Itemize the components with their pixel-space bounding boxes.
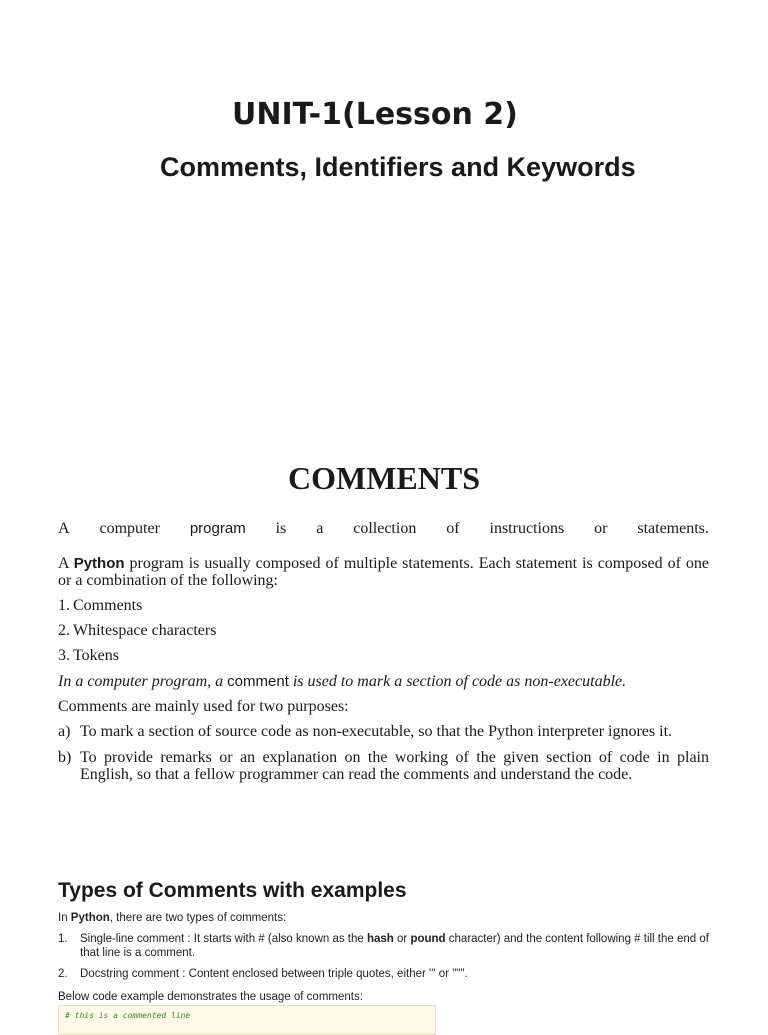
lesson-subtitle: Comments, Identifiers and Keywords bbox=[160, 152, 636, 182]
intro-word: computer bbox=[99, 520, 160, 537]
code-intro: Below code example demonstrates the usage of comments: bbox=[58, 991, 363, 1003]
intro-sentence bbox=[58, 520, 709, 537]
types-intro-python: Python bbox=[70, 912, 110, 924]
types-text: Docstring comment : Content enclosed between triple quotes, either ''' or """. bbox=[80, 968, 468, 980]
purpose-item bbox=[58, 723, 709, 740]
intro-word: A bbox=[58, 520, 70, 537]
code-block bbox=[58, 1005, 436, 1035]
definition-term: comment bbox=[227, 673, 289, 690]
types-intro-prefix: In bbox=[58, 912, 71, 924]
intro-word: program bbox=[189, 520, 246, 537]
types-intro bbox=[58, 911, 709, 925]
types-intro-rest: , there are two types of comments: bbox=[109, 912, 287, 924]
purpose-item bbox=[58, 749, 709, 783]
definition-rest: is used to mark a section of code as non-executable. bbox=[288, 673, 627, 690]
types-item bbox=[58, 932, 709, 960]
purpose-marker: b) bbox=[58, 749, 72, 766]
types-text bbox=[80, 932, 709, 960]
or-word: or bbox=[393, 933, 411, 945]
intro-word: or bbox=[594, 520, 608, 537]
intro-word: instructions bbox=[489, 520, 565, 537]
list-item bbox=[58, 647, 119, 664]
purpose-marker: a) bbox=[58, 723, 71, 740]
list-label: Whitespace characters bbox=[73, 622, 217, 639]
comment-definition bbox=[58, 673, 709, 690]
types-item bbox=[58, 967, 709, 981]
definition-prefix: In a computer program, a bbox=[58, 673, 228, 690]
purpose-text: To provide remarks or an explanation on the working of the given section of code in plain English, so that a fellow programmer can read the comments and understand the code. bbox=[80, 749, 709, 783]
pound-term: pound bbox=[410, 933, 446, 945]
intro-line bbox=[58, 520, 709, 537]
list-marker: 3. bbox=[58, 647, 70, 664]
list-label: Tokens bbox=[73, 647, 119, 664]
code-comment-line: # this is a commented line bbox=[65, 1011, 191, 1020]
para2-prefix: A bbox=[58, 555, 74, 572]
list-marker: 2. bbox=[58, 622, 70, 639]
types-heading: Types of Comments with examples bbox=[58, 879, 407, 902]
list-item bbox=[58, 622, 216, 639]
hash-term: hash bbox=[366, 933, 394, 945]
types-marker: 1. bbox=[58, 933, 68, 945]
intro-word: a bbox=[316, 520, 324, 537]
python-paragraph bbox=[58, 555, 709, 589]
single-line-before: Single-line comment : It starts with # (also known as the bbox=[80, 933, 367, 945]
comments-heading: COMMENTS bbox=[288, 460, 480, 496]
purpose-text: To mark a section of source code as non-executable, so that the Python interpreter ignores it. bbox=[80, 723, 673, 740]
list-label: Comments bbox=[73, 597, 143, 614]
intro-word: is bbox=[275, 520, 287, 537]
list-item bbox=[58, 597, 142, 614]
unit-title: UNIT-1(Lesson 2) bbox=[232, 97, 518, 132]
single-line-after: character) and the content following # till the end of that line is a comment. bbox=[80, 933, 709, 959]
para2-python: Python bbox=[73, 555, 125, 572]
para2-rest: program is usually composed of multiple statements. Each statement is composed of one or a combination of the following: bbox=[58, 555, 710, 589]
purposes-intro: Comments are mainly used for two purposes: bbox=[58, 698, 349, 715]
list-marker: 1. bbox=[58, 597, 70, 614]
intro-word: collection bbox=[353, 520, 417, 537]
intro-word: of bbox=[446, 520, 460, 537]
types-marker: 2. bbox=[58, 968, 68, 980]
intro-word: statements. bbox=[637, 520, 709, 537]
